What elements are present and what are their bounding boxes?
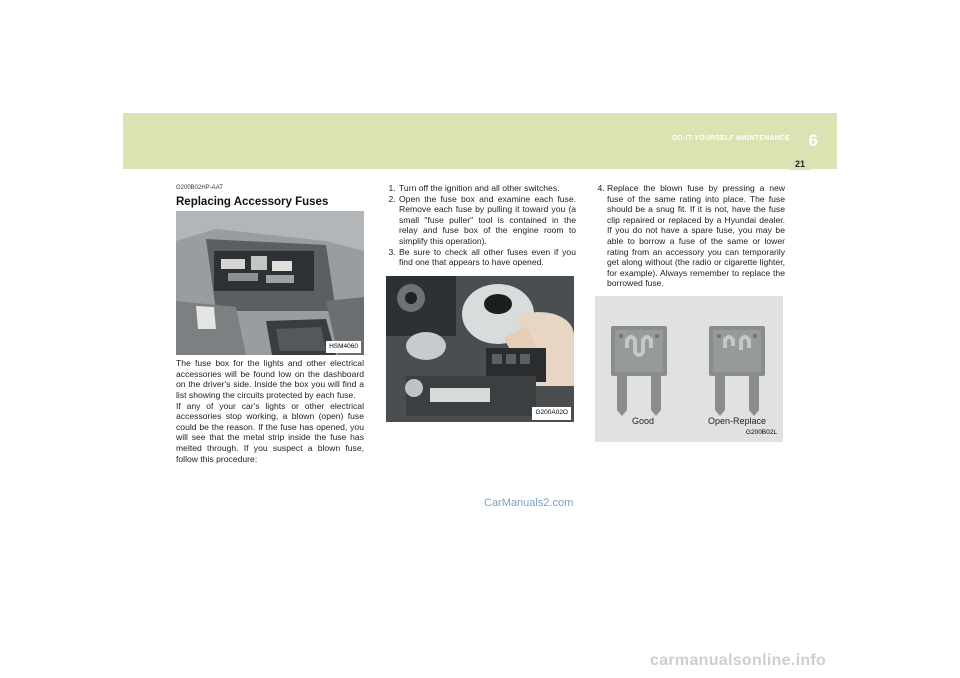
carmanualsonline-watermark: carmanualsonline.info (650, 652, 827, 669)
dashboard-photo-illustration (176, 211, 364, 355)
page-number: 21 (787, 156, 813, 170)
steps-list-1-3 (386, 183, 576, 268)
section-title: Replacing Accessory Fuses (176, 195, 329, 208)
section-code: G200B02HP-AAT (176, 185, 223, 191)
figure-code-g200a02o: G200A02O (532, 407, 571, 420)
engine-photo-illustration (386, 276, 574, 422)
open-fuse-icon (709, 326, 765, 416)
carmanuals-watermark[interactable]: CarManuals2.com (484, 497, 574, 509)
step-4: 4. Replace the blown fuse by pressing a new fuse of the same rating into place. The fuse should be a snug fit. If it is not, have the fuse clip repaired or replaced by a Hyundai dealer. If you do not have a spare fuse, you may be able to borrow a fuse of the same or lower rating from an accessory you can temporarily get along without (the radio or cigarette lighter, for example). Always remember to replace the borrowed fuse. (607, 183, 785, 289)
fuse-open-replace-label: Open-Replace (708, 415, 767, 426)
dashboard-fuse-box-photo (176, 211, 364, 355)
column-left (176, 183, 364, 464)
chapter-header-band (123, 113, 837, 169)
chapter-number: 6 (808, 131, 818, 150)
intro-paragraph-1: The fuse box for the lights and other electrical accessories will be found low on the dashboard on the driver's side. Inside the box you will find a list showing the circuits protected by each fuse. (176, 358, 364, 400)
column-middle (386, 183, 576, 422)
figure-code-g200b02l: G200B02L (745, 429, 777, 437)
intro-paragraph-2: If any of your car's lights or other electrical accessories stop working, a blown (open) fuse could be the reason. If the fuse has opened, you will see that the metal strip inside the fuse has melted through. If you suspect a blown fuse, follow this procedure: (176, 400, 364, 464)
steps-list-4 (595, 183, 785, 289)
fuse-good-label: Good (632, 415, 655, 426)
good-fuse-icon (611, 326, 667, 416)
step-3: 3. Be sure to check all other fuses even if you find one that appears to have opened. (398, 247, 576, 268)
figure-code-hsm4060: HSM4060 (326, 341, 361, 354)
chapter-title: DO-IT-YOURSELF MAINTENANCE (672, 135, 790, 142)
step-1: 1. Turn off the ignition and all other switches. (398, 183, 576, 194)
fuse-comparison-figure (595, 296, 783, 442)
step-2: 2. Open the fuse box and examine each fuse. Remove each fuse by pulling it toward you (a small "fuse puller" tool is contained in the relay and fuse box of the engine room to simplify this operation). (398, 194, 576, 247)
engine-room-fuse-box-photo (386, 276, 574, 422)
column-right (595, 183, 785, 442)
